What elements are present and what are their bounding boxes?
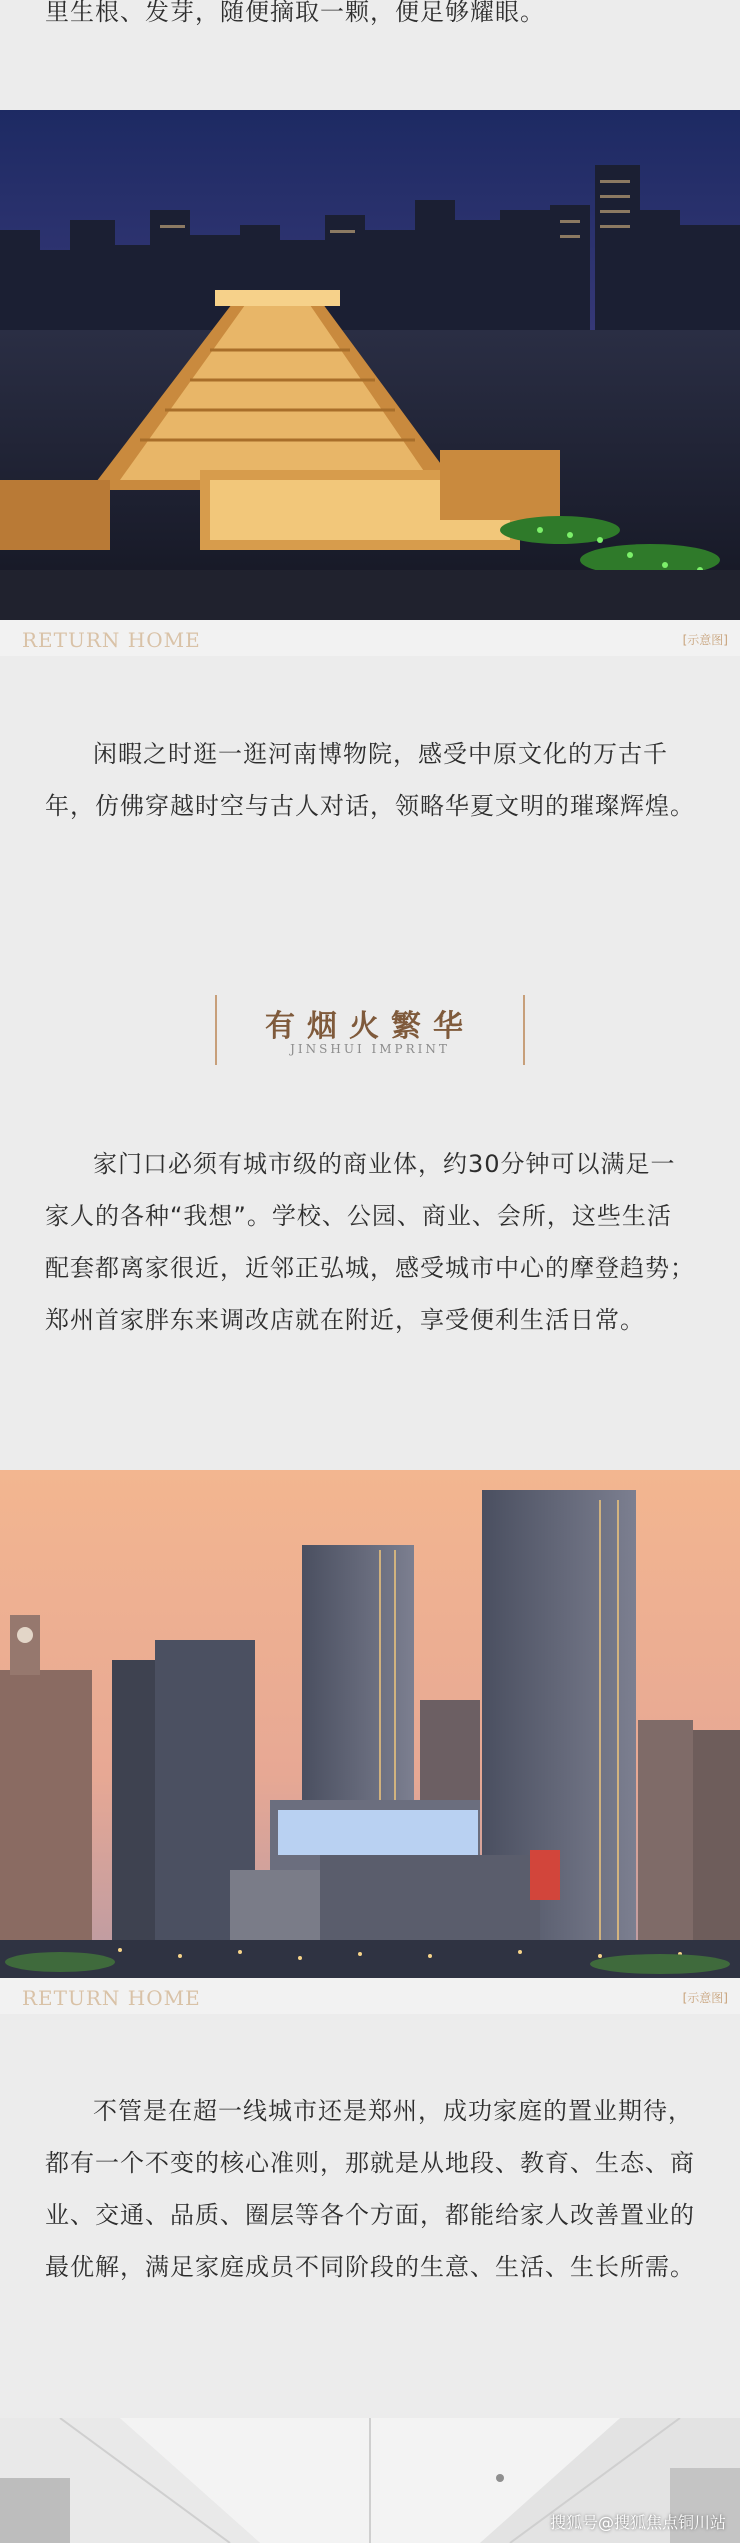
caption-illustrative-note: [示意图]	[682, 1991, 728, 2005]
museum-paragraph: 闲暇之时逛一逛河南博物院，感受中原文化的万古千年，仿佛穿越时空与古人对话，领略华夏文明的璀璨辉煌。	[45, 740, 695, 820]
caption-return-home: RETURN HOME	[22, 628, 201, 652]
museum-photo-illustration	[0, 110, 740, 620]
city-photo-illustration	[0, 1470, 740, 1978]
caption-illustrative-note: [示意图]	[682, 633, 728, 647]
commerce-paragraph: 家门口必须有城市级的商业体，约30分钟可以满足一家人的各种“我想”。学校、公园、商业、会所，这些生活配套都离家很近，近邻正弘城，感受城市中心的摩登趋势；郑州首家胖东来调改店就在附近，享受便利生活日常。	[45, 1150, 695, 1334]
caption-bar-1	[0, 620, 740, 656]
top-paragraph-fragment: 里生根、发芽，随便摘取一颗，便足够耀眼。	[45, 0, 545, 26]
section-subtitle: JINSHUI IMPRINT	[290, 1042, 450, 1056]
museum-night-photo	[0, 110, 740, 620]
city-dusk-photo	[0, 1470, 740, 1978]
family-paragraph: 不管是在超一线城市还是郑州，成功家庭的置业期待，都有一个不变的核心准则，那就是从地段、教育、生态、商业、交通、品质、圈层等各个方面，都能给家人改善置业的最优解，满足家庭成员不同阶段的生意、生活、生长所需。	[45, 2097, 695, 2281]
caption-return-home: RETURN HOME	[22, 1986, 201, 2010]
source-watermark: 搜狐号@搜狐焦点铜川站	[549, 2513, 726, 2532]
section-title-block	[215, 995, 525, 1065]
caption-bar-2	[0, 1978, 740, 2014]
section-title: 有烟火繁华	[265, 1009, 475, 1044]
